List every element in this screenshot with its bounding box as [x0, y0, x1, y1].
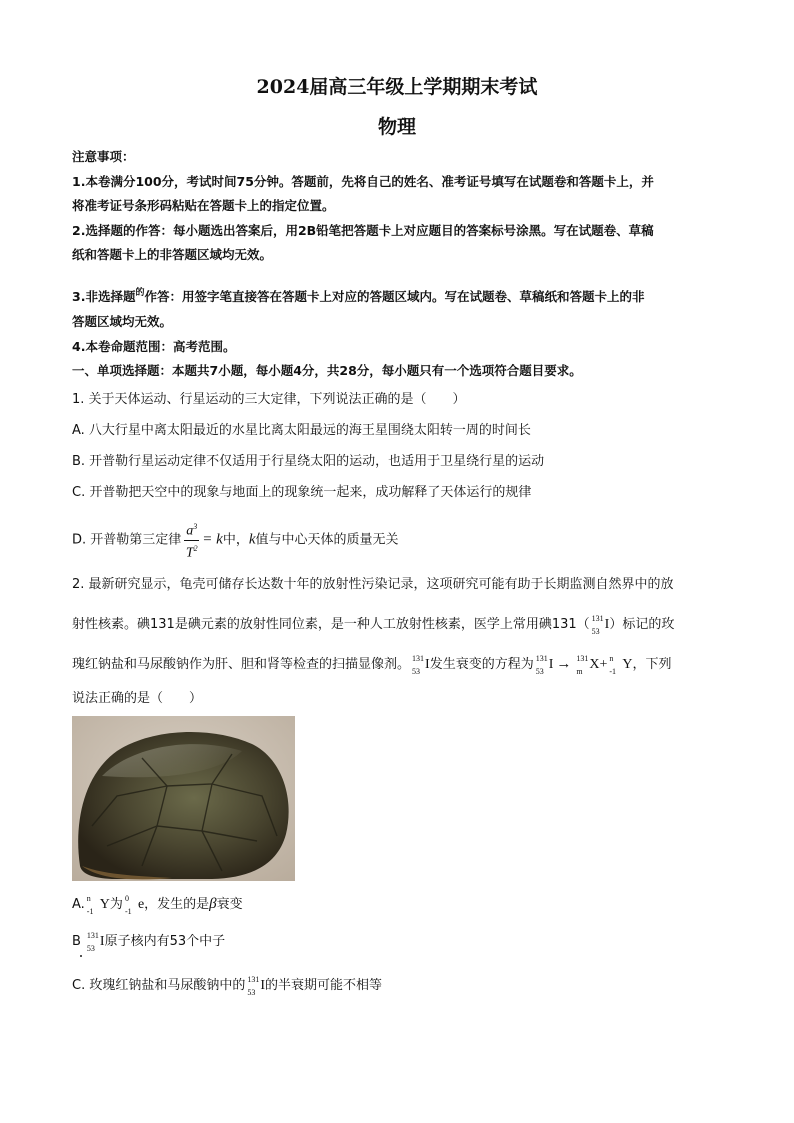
q1-d-pre: D. 开普勒第三定律	[72, 532, 182, 548]
q2-line-3-post: ，下列	[632, 657, 672, 672]
q2-a-beta: β	[209, 896, 217, 912]
q1-d-eq: = k	[202, 531, 223, 548]
frac-den-exp: 2	[193, 543, 198, 553]
section-1-heading: 一、单项选择题：本题共7小题，每小题4分，共28分，每小题只有一个选项符合题目要求。	[72, 363, 582, 378]
q2-line-2-post: ）标记的玫	[609, 617, 675, 632]
nuclide-i131: 131 53 I	[412, 654, 430, 676]
decay-arrow: →	[556, 656, 572, 672]
q1-option-a: A. 八大行星中离太阳最近的水星比离太阳最远的海王星围绕太阳转一周的时间长	[72, 423, 531, 438]
q2-c-pre: C. 玫瑰红钠盐和马尿酸钠中的	[72, 978, 246, 993]
exam-title: 2024届高三年级上学期期末考试	[256, 76, 538, 98]
note-4: 4.本卷命题范围：高考范围。	[72, 339, 236, 354]
frac-den: T	[185, 545, 194, 561]
note-2-line-1: 2.选择题的作答：每小题选出答案后，用2B铅笔把答题卡上对应题目的答案标号涂黑。写在试题卷、草稿	[72, 223, 654, 238]
q1-stem: 1. 关于天体运动、行星运动的三大定律，下列说法正确的是（ ）	[72, 392, 466, 407]
nuclide-i131: 131 53 I	[535, 654, 554, 676]
turtle-shell-photo	[72, 716, 295, 881]
turtle-shell-icon	[72, 716, 295, 881]
q1-d-mid: 中，	[222, 532, 249, 548]
note-3-post: 作答：用签字笔直接答在答题卡上对应的答题区域内。写在试题卷、草稿纸和答题卡上的非	[144, 289, 645, 304]
note-3-pre: 3.非选择题	[72, 289, 136, 304]
q1-d-post: 值与中心天体的质量无关	[255, 532, 399, 548]
q2-option-c	[72, 975, 724, 997]
kepler-fraction	[184, 519, 199, 561]
q2-line-3	[72, 653, 724, 675]
note-3-line-2: 答题区域均无效。	[72, 314, 173, 329]
q2-line-3-mid: 发生衰变的方程为	[429, 657, 534, 672]
note-1-line-1: 1.本卷满分100分，考试时间75分钟。答题前，先将自己的姓名、准考证号填写在试题卷和答题卡上，并	[72, 174, 654, 189]
q2-a-label: A.	[72, 897, 85, 912]
q2-b-label: B	[72, 934, 81, 949]
nuclide-y: n -1 Y	[609, 654, 633, 676]
q2-a-post1: ，发生的是	[144, 897, 210, 912]
nuclide-i131: 131 53 I	[591, 614, 610, 636]
notes-heading: 注意事项：	[72, 149, 135, 164]
q2-a-mid: 为	[109, 897, 123, 912]
note-3-line-1	[72, 284, 724, 306]
q2-line-3-pre: 瑰红钠盐和马尿酸钠作为肝、胆和肾等检查的扫描显像剂。	[72, 657, 411, 672]
nuclide-y: n -1 Y	[86, 894, 110, 916]
nuclide-i131: 131 53 I	[247, 975, 266, 997]
q2-line-1: 2. 最新研究显示，龟壳可储存长达数十年的放射性污染记录，这项研究可能有助于长期监测自然界中的放	[72, 577, 674, 592]
q2-line-2	[72, 614, 724, 636]
nuclide-i131: 131 53 I	[86, 931, 105, 953]
q1-d-k: k	[248, 531, 256, 548]
q2-a-post2: 衰变	[216, 897, 243, 912]
q2-c-post: 的半衰期可能不相等	[265, 978, 383, 993]
q2-line-2-pre: 射性核素。碘131是碘元素的放射性同位素，是一种人工放射性核素，医学上常用碘131（	[72, 617, 590, 632]
q1-option-d	[72, 519, 724, 559]
q1-option-b: B. 开普勒行星运动定律不仅适用于行星绕太阳的运动，也适用于卫星绕行星的运动	[72, 454, 545, 469]
note-1-line-2: 将准考证号条形码粘贴在答题卡上的指定位置。	[72, 198, 335, 213]
q2-option-a	[72, 893, 724, 915]
q1-option-c: C. 开普勒把天空中的现象与地面上的现象统一起来，成功解释了天体运行的规律	[72, 485, 532, 500]
q2-line-4: 说法正确的是（ ）	[72, 691, 203, 706]
frac-num-exp: 3	[193, 522, 198, 531]
note-2-line-2: 纸和答题卡上的非答题区域均无效。	[72, 247, 273, 262]
exam-subject: 物理	[377, 116, 416, 138]
q2-b-post: 原子核内有53个中子	[104, 934, 226, 949]
nuclide-electron: 0 -1 e	[124, 894, 145, 916]
stray-dot	[80, 955, 82, 957]
note-3-sup: 的	[135, 288, 145, 298]
nuclide-x: 131 m X+	[576, 654, 608, 676]
frac-num: a	[186, 523, 194, 539]
q2-option-b	[72, 931, 724, 953]
